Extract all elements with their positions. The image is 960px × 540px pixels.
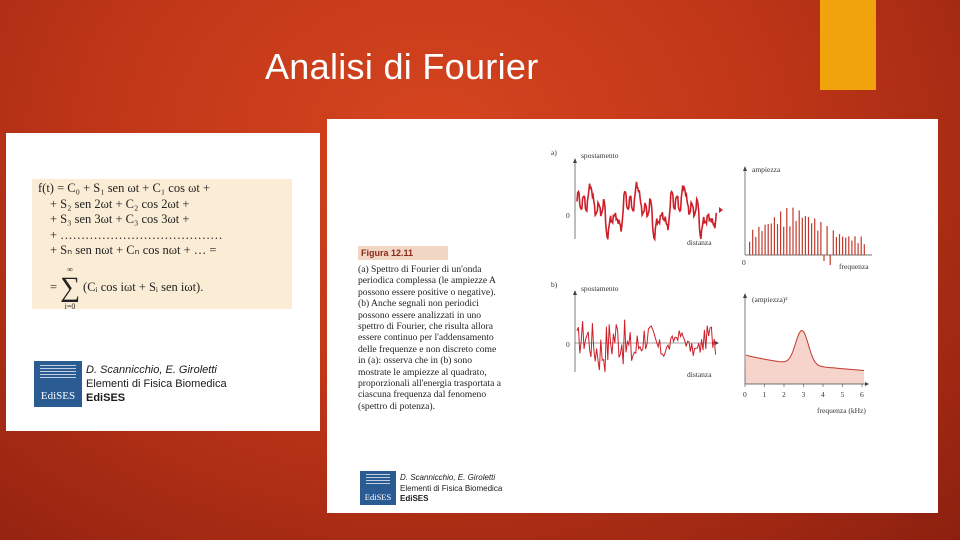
spectrum-bar xyxy=(789,226,790,255)
spectrum-bar xyxy=(854,236,855,255)
spectrum-bar xyxy=(858,243,859,255)
logo-text: EdiSES xyxy=(364,492,392,502)
spectrum-bar xyxy=(749,242,750,255)
signal-a-ylabel: spostamento xyxy=(581,151,619,160)
credit-book: Elementi di Fisica Biomedica xyxy=(86,378,227,390)
sum-upper: ∞ xyxy=(67,264,73,274)
spectrum-bar xyxy=(861,237,862,256)
spectrum-b-x-arrow-icon xyxy=(865,382,869,386)
signal-b-zero: 0 xyxy=(566,340,570,349)
credit-publisher: EdiSES xyxy=(400,494,429,503)
spectrum-bar xyxy=(774,217,775,255)
frequency-tick-label: 2 xyxy=(782,390,786,399)
spectrum-bar xyxy=(802,218,803,255)
frequency-tick-label: 1 xyxy=(762,390,767,399)
spectrum-bar xyxy=(771,224,772,256)
spectrum-a-y-arrow-icon xyxy=(743,166,747,171)
ediSES-logo xyxy=(360,471,396,505)
spectrum-bar xyxy=(777,224,778,255)
spectrum-a-zero: 0 xyxy=(742,258,746,267)
spectrum-bar xyxy=(780,212,781,256)
book-credit xyxy=(86,363,227,405)
spectrum-a-ylabel: ampiezza xyxy=(752,165,781,174)
spectrum-bar xyxy=(833,230,834,255)
signal-a-arrow-icon xyxy=(719,207,723,213)
signal-a-zero: 0 xyxy=(566,211,570,220)
spectrum-a-xlabel: frequenza xyxy=(839,262,869,271)
spectrum-bar xyxy=(752,230,753,255)
formula-line: + ………………………………… xyxy=(50,227,223,242)
book-pages-icon xyxy=(40,365,76,379)
spectrum-bar xyxy=(851,241,852,256)
signal-b-y-arrow-icon xyxy=(573,290,577,295)
spectrum-bar xyxy=(836,237,837,255)
formula-line: + S₂ sen 2ωt + C₂ cos 2ωt + xyxy=(50,196,190,211)
fourier-figure xyxy=(547,147,877,419)
signal-b-xlabel: distanza xyxy=(687,370,712,379)
spectrum-bar xyxy=(842,237,843,255)
credit-authors: D. Scannicchio, E. Giroletti xyxy=(86,364,217,376)
formula-line: + S₃ sen 3ωt + C₃ cos 3ωt + xyxy=(50,212,190,226)
spectrum-bar xyxy=(811,223,812,255)
spectrum-bar xyxy=(827,226,828,255)
spectrum-bar xyxy=(814,219,815,256)
non-periodic-signal-curve xyxy=(577,320,716,372)
spectrum-b-xlabel: frequenza (kHz) xyxy=(817,406,866,415)
periodic-signal-curve xyxy=(577,182,716,239)
sigma-icon: ∑ xyxy=(60,271,81,303)
sum-body: (Cᵢ cos iωt + Sᵢ sen iωt). xyxy=(83,279,204,294)
signal-a-y-arrow-icon xyxy=(573,158,577,163)
frequency-ticks xyxy=(743,384,864,399)
frequency-tick-label: 4 xyxy=(821,390,825,399)
formula-line: f(t) = C₀ + S₁ sen ωt + C₁ cos ωt + xyxy=(38,181,210,195)
fourier-series-formula xyxy=(32,179,292,309)
logo-text: EdiSES xyxy=(40,390,76,402)
formula-line: + Sₙ sen nωt + Cₙ cos nωt + … = xyxy=(50,243,217,257)
sum-equals: = xyxy=(50,279,58,294)
signal-b-ylabel: spostamento xyxy=(581,284,619,293)
spectrum-bar xyxy=(758,227,759,255)
credit-publisher: EdiSES xyxy=(86,392,126,404)
credit-authors: D. Scannicchio, E. Giroletti xyxy=(400,473,496,482)
credit-book: Elementi di Fisica Biomedica xyxy=(400,483,503,493)
spectrum-bar xyxy=(765,225,766,255)
frequency-tick-label: 0 xyxy=(743,390,747,399)
figure-panel xyxy=(327,119,938,513)
slide-title: Analisi di Fourier xyxy=(265,46,539,87)
frequency-tick-label: 3 xyxy=(801,390,806,399)
signal-a-xlabel: distanza xyxy=(687,238,712,247)
spectrum-bar xyxy=(768,224,769,255)
formula-panel xyxy=(6,133,320,431)
book-pages-icon xyxy=(366,474,390,484)
spectrum-bar xyxy=(830,255,831,265)
spectrum-bar xyxy=(808,217,809,255)
spectrum-bar xyxy=(817,231,818,255)
figure-label: Figura 12.11 xyxy=(358,246,448,260)
spectrum-bar xyxy=(864,244,865,255)
figure-caption: (a) Spettro di Fourier di un'onda periodica complessa (le ampiezze A possono essere positive o negative). (b) Anche segnali non periodici possono essere analizzati in uno spettro di Fourier, che risulta allora essere continuo per l'addensamento delle frequenze e non discreto come in (a): osserva che in (b) sono mostrate le ampiezze al quadrato, proporzionali all'energia trasportata a ciascuna frequenza dal fenomeno (spettro di potenza). xyxy=(358,264,501,412)
spectrum-bar xyxy=(755,237,756,255)
summation xyxy=(57,265,83,311)
power-spectrum-area xyxy=(745,331,864,385)
frequency-tick-label: 6 xyxy=(860,390,864,399)
spectrum-bar xyxy=(786,208,787,255)
ediSES-logo xyxy=(34,361,82,407)
spectrum-bar xyxy=(839,234,840,255)
spectrum-bar xyxy=(845,238,846,256)
frequency-tick-label: 5 xyxy=(840,390,845,399)
book-credit-right xyxy=(400,473,502,505)
discrete-spectrum-bars xyxy=(749,208,865,265)
spectrum-bar xyxy=(796,221,797,255)
spectrum-bar xyxy=(823,255,824,261)
spectrum-bar xyxy=(848,236,849,255)
formula-sum xyxy=(38,265,286,311)
spectrum-bar xyxy=(820,222,821,255)
spectrum-bar xyxy=(799,211,800,256)
spectrum-b-ylabel: (ampiezza)² xyxy=(752,295,788,304)
panel-b-label: b) xyxy=(551,280,558,289)
spectrum-bar xyxy=(805,216,806,255)
spectrum-bar xyxy=(761,231,762,255)
signal-b-x-arrow-icon xyxy=(715,341,719,345)
accent-bar xyxy=(820,0,876,90)
spectrum-bar xyxy=(783,227,784,255)
sum-lower: i=0 xyxy=(64,301,76,311)
spectrum-bar xyxy=(792,208,793,255)
panel-a-label: a) xyxy=(551,148,557,157)
